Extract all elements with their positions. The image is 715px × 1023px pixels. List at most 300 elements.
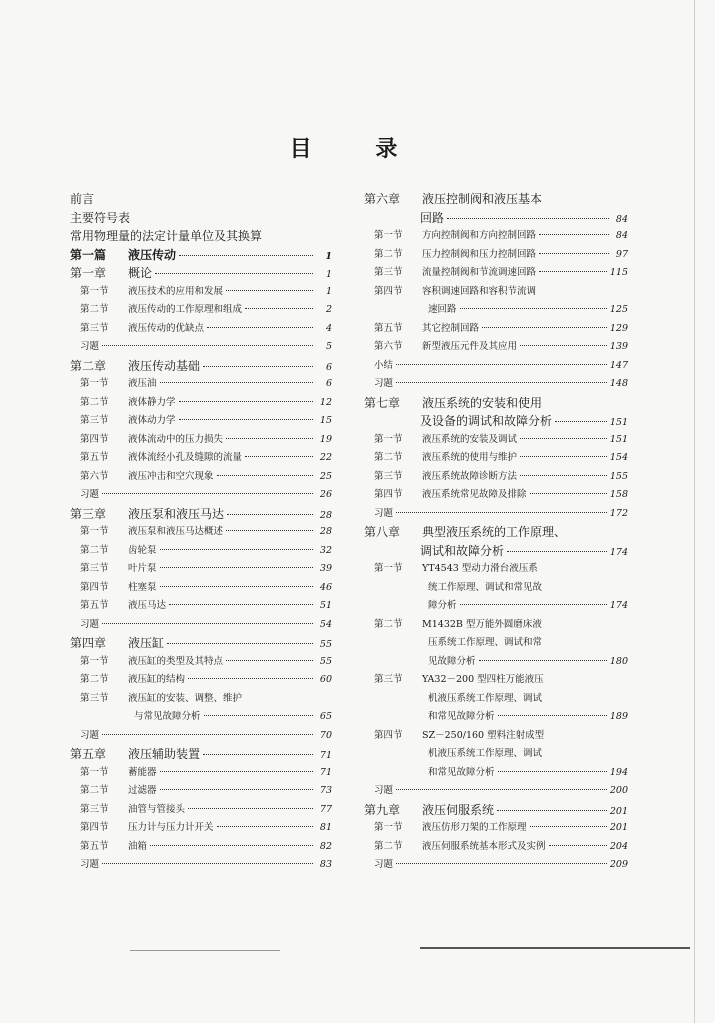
toc-entry-title: 习题 xyxy=(374,785,394,796)
toc-entry xyxy=(70,357,332,376)
toc-leader-dots xyxy=(539,253,609,254)
toc-entry-title: 叶片泵 xyxy=(128,563,157,574)
toc-entry-title: 液体静力学 xyxy=(128,396,176,408)
toc-leader-dots xyxy=(498,715,607,716)
toc-entry-title: 容积调速回路和容积节流调 xyxy=(422,285,537,297)
toc-entry-label: 第八章 xyxy=(364,525,401,539)
toc-left-column xyxy=(70,190,332,875)
toc-entry xyxy=(364,190,628,209)
toc-entry-page: 15 xyxy=(319,415,332,426)
toc-entry-label: 第六章 xyxy=(364,192,401,206)
toc-entry-page: 200 xyxy=(609,785,628,796)
toc-leader-dots xyxy=(396,382,607,383)
toc-entry-title: 习题 xyxy=(80,729,100,741)
toc-entry-page: 115 xyxy=(609,267,628,278)
toc-entry-label: 第三节 xyxy=(80,563,109,574)
toc-entry-title: 液压系统常见故障及排除 xyxy=(422,489,527,500)
toc-entry-title: 液压油 xyxy=(128,378,157,389)
toc-leader-dots xyxy=(155,273,313,274)
toc-entry-page: 172 xyxy=(609,507,628,519)
toc-entry-page: 55 xyxy=(319,655,332,667)
toc-leader-dots xyxy=(203,366,313,367)
toc-entry-label: 第二节 xyxy=(374,452,403,463)
toc-entry-page: 25 xyxy=(319,470,332,482)
toc-leader-dots xyxy=(188,808,313,809)
toc-entry-title: 液压仿形刀架的工作原理 xyxy=(422,822,527,833)
toc-entry xyxy=(70,505,332,524)
toc-entry-page: 32 xyxy=(319,544,332,556)
toc-entry-title: 蓄能器 xyxy=(128,766,157,778)
toc-leader-dots xyxy=(217,826,313,827)
toc-entry xyxy=(364,616,628,635)
toc-entry-page: 194 xyxy=(609,766,628,778)
toc-entry xyxy=(364,634,628,653)
toc-entry xyxy=(70,338,332,357)
toc-entry-page: 158 xyxy=(609,489,628,500)
toc-entry-title: 过滤器 xyxy=(128,785,157,796)
toc-entry xyxy=(364,708,628,727)
toc-entry-label: 第二节 xyxy=(374,618,403,630)
toc-entry-label: 第二节 xyxy=(80,544,109,556)
toc-entry-label: 第一节 xyxy=(374,822,403,833)
toc-entry-title: 液压传动的优缺点 xyxy=(128,322,205,334)
toc-entry-title: 液压缸的安装、调整、维护 xyxy=(128,692,243,704)
toc-entry-label: 第二节 xyxy=(80,304,109,315)
toc-entry-label: 第七章 xyxy=(364,395,401,410)
toc-entry-label: 第三节 xyxy=(80,692,109,704)
toc-entry-page: 19 xyxy=(319,433,332,445)
toc-entry-title: 前言 xyxy=(70,192,95,206)
toc-entry-page: 12 xyxy=(319,396,332,408)
toc-entry-page: 55 xyxy=(319,639,332,650)
toc-entry-page: 201 xyxy=(609,805,628,817)
toc-entry-label: 第一节 xyxy=(374,563,403,574)
toc-entry-page: 154 xyxy=(609,452,628,463)
toc-entry-title: 液体流经小孔及缝隙的流量 xyxy=(128,452,243,463)
toc-entry xyxy=(364,338,628,357)
toc-entry xyxy=(70,745,332,764)
toc-leader-dots xyxy=(520,345,607,346)
toc-entry-page: 151 xyxy=(609,417,628,428)
toc-leader-dots xyxy=(179,401,313,402)
toc-entry-page: 174 xyxy=(609,546,628,558)
toc-entry-page: 4 xyxy=(325,322,332,334)
toc-entry-title: 液压辅助装置 xyxy=(128,747,201,761)
toc-entry-page: 54 xyxy=(319,618,332,630)
toc-entry-title: YA32－200 型四柱万能液压 xyxy=(422,674,544,685)
toc-entry-page: 1 xyxy=(325,269,332,280)
toc-entry xyxy=(70,597,332,616)
toc-entry-title: 及设备的调试和故障分析 xyxy=(420,414,553,428)
toc-entry xyxy=(364,560,628,579)
toc-entry xyxy=(364,375,628,394)
toc-entry-label: 第一节 xyxy=(80,655,109,667)
toc-entry xyxy=(364,357,628,376)
toc-entry xyxy=(364,486,628,505)
toc-entry-label: 第四节 xyxy=(374,489,403,500)
toc-leader-dots xyxy=(226,530,313,531)
toc-leader-dots xyxy=(520,438,607,439)
toc-entry-page: 125 xyxy=(609,304,628,315)
toc-entry-label: 第四节 xyxy=(374,285,403,297)
toc-leader-dots xyxy=(539,234,609,235)
toc-entry-page: 155 xyxy=(609,470,628,482)
toc-entry-page: 73 xyxy=(319,785,332,796)
toc-entry xyxy=(70,209,332,228)
toc-entry-page: 39 xyxy=(319,563,332,574)
toc-entry-label: 第一章 xyxy=(70,266,107,280)
toc-entry xyxy=(364,449,628,468)
toc-entry xyxy=(70,690,332,709)
toc-entry-page: 148 xyxy=(609,378,628,389)
toc-entry-page: 84 xyxy=(615,213,628,225)
toc-entry-title: 液体动力学 xyxy=(128,415,176,426)
toc-leader-dots xyxy=(160,567,313,568)
toc-entry xyxy=(364,394,628,413)
toc-entry xyxy=(364,653,628,672)
toc-entry-title: 概论 xyxy=(128,266,153,280)
toc-entry xyxy=(364,838,628,857)
toc-entry-title: 和常见故障分析 xyxy=(428,711,495,722)
toc-entry-label: 第一节 xyxy=(80,526,109,537)
toc-entry-label: 第九章 xyxy=(364,802,401,817)
toc-entry xyxy=(70,523,332,542)
toc-entry xyxy=(70,320,332,339)
toc-entry xyxy=(70,782,332,801)
toc-entry-title: 习题 xyxy=(374,507,394,519)
toc-entry xyxy=(364,671,628,690)
toc-leader-dots xyxy=(167,643,313,644)
toc-entry-label: 第三节 xyxy=(374,674,403,685)
toc-entry-title: 机液压系统工作原理、调试 xyxy=(428,692,543,704)
toc-entry xyxy=(70,634,332,653)
toc-entry-page: 26 xyxy=(319,489,332,500)
toc-entry-title: 习题 xyxy=(374,859,394,870)
toc-entry-page: 71 xyxy=(319,750,332,761)
toc-leader-dots xyxy=(169,604,313,605)
toc-entry xyxy=(70,412,332,431)
toc-entry-title: 液压缸 xyxy=(128,636,165,650)
toc-entry-label: 第五节 xyxy=(80,452,109,463)
toc-entry-page: 139 xyxy=(609,341,628,352)
toc-entry-label: 第六节 xyxy=(374,341,403,352)
toc-entry-label: 第五章 xyxy=(70,747,107,761)
toc-leader-dots xyxy=(482,327,607,328)
toc-leader-dots xyxy=(539,271,607,272)
toc-entry-label: 第五节 xyxy=(80,840,109,852)
toc-entry-label: 第四节 xyxy=(80,433,109,445)
toc-entry xyxy=(364,209,628,228)
toc-entry-label: 第二节 xyxy=(80,396,109,408)
toc-leader-dots xyxy=(102,623,313,624)
toc-entry-page: 201 xyxy=(609,822,628,833)
toc-entry xyxy=(70,708,332,727)
toc-leader-dots xyxy=(555,421,607,422)
toc-entry-label: 第一节 xyxy=(80,378,109,389)
toc-leader-dots xyxy=(460,604,607,605)
toc-entry xyxy=(70,468,332,487)
toc-entry-title: 障分析 xyxy=(428,600,457,611)
toc-entry xyxy=(364,301,628,320)
toc-leader-dots xyxy=(245,308,313,309)
toc-entry-title: 液压缸的结构 xyxy=(128,674,186,685)
toc-entry-title: 其它控制回路 xyxy=(422,322,480,334)
toc-entry xyxy=(364,542,628,561)
toc-entry xyxy=(364,283,628,302)
toc-entry-title: 液压泵和液压马达概述 xyxy=(128,526,224,537)
toc-entry-title: 小结 xyxy=(374,359,394,371)
toc-entry-label: 第一节 xyxy=(374,433,403,445)
toc-entry-page: 6 xyxy=(325,378,332,389)
toc-entry-title: 流量控制阀和节流调速回路 xyxy=(422,267,537,278)
toc-entry-title: YT4543 型动力滑台液压系 xyxy=(422,563,538,574)
toc-entry-title: 速回路 xyxy=(428,304,457,315)
toc-entry-page: 189 xyxy=(609,711,628,722)
toc-leader-dots xyxy=(160,549,313,550)
toc-entry-title: 常用物理量的法定计量单位及其换算 xyxy=(70,229,263,243)
toc-entry-page: 28 xyxy=(319,526,332,537)
toc-entry-label: 第四节 xyxy=(80,581,109,593)
toc-entry-label: 第一节 xyxy=(374,230,403,241)
toc-entry-page: 174 xyxy=(609,600,628,611)
toc-entry-title: 习题 xyxy=(80,859,100,870)
toc-entry xyxy=(70,486,332,505)
toc-entry-page: 71 xyxy=(319,766,332,778)
toc-entry-title: 齿轮泵 xyxy=(128,544,157,556)
toc-entry xyxy=(364,227,628,246)
toc-entry-label: 第五节 xyxy=(374,322,403,334)
toc-entry xyxy=(70,301,332,320)
toc-leader-dots xyxy=(227,514,313,515)
toc-entry-label: 第三节 xyxy=(80,415,109,426)
toc-entry xyxy=(364,690,628,709)
toc-entry-label: 第二节 xyxy=(374,248,403,260)
toc-leader-dots xyxy=(460,308,607,309)
toc-leader-dots xyxy=(179,419,313,420)
toc-entry-title: 调试和故障分析 xyxy=(420,543,505,558)
toc-entry-title: 主要符号表 xyxy=(70,210,131,225)
toc-leader-dots xyxy=(507,551,607,552)
toc-entry xyxy=(70,394,332,413)
toc-leader-dots xyxy=(497,810,607,811)
toc-entry xyxy=(70,838,332,857)
toc-entry-title: 液压系统故障诊断方法 xyxy=(422,470,518,482)
toc-entry-label: 第四节 xyxy=(374,729,403,741)
toc-entry-title: 液压伺服系统基本形式及实例 xyxy=(422,840,546,852)
toc-entry-label: 第二节 xyxy=(80,674,109,685)
toc-entry-title: 回路 xyxy=(420,210,445,225)
toc-entry-title: 习题 xyxy=(374,378,394,389)
toc-entry xyxy=(364,782,628,801)
toc-entry xyxy=(364,431,628,450)
toc-entry-title: 见故障分析 xyxy=(428,655,476,667)
toc-entry xyxy=(364,764,628,783)
toc-leader-dots xyxy=(102,863,313,864)
toc-leader-dots xyxy=(160,586,313,587)
toc-entry xyxy=(70,819,332,838)
toc-entry xyxy=(364,745,628,764)
toc-entry xyxy=(70,616,332,635)
toc-entry xyxy=(70,579,332,598)
toc-entry xyxy=(364,801,628,820)
toc-leader-dots xyxy=(549,845,607,846)
toc-entry xyxy=(70,283,332,302)
toc-entry xyxy=(364,856,628,875)
toc-entry-label: 第一节 xyxy=(80,285,109,297)
toc-entry xyxy=(70,560,332,579)
toc-entry-page: 6 xyxy=(325,361,332,373)
bottom-rule-faint xyxy=(130,950,280,951)
toc-entry-title: 液压传动基础 xyxy=(128,358,201,373)
toc-entry-page: 147 xyxy=(609,359,628,371)
toc-entry-page: 65 xyxy=(319,711,332,722)
toc-leader-dots xyxy=(203,754,313,755)
toc-entry-title: 液压传动 xyxy=(128,247,177,262)
toc-entry-title: 液压传动的工作原理和组成 xyxy=(128,304,243,315)
toc-leader-dots xyxy=(396,863,607,864)
toc-entry-page: 204 xyxy=(609,840,628,852)
toc-entry-title: 液压系统的安装和使用 xyxy=(422,395,543,410)
toc-entry-title: 压力控制阀和压力控制回路 xyxy=(422,248,537,260)
toc-entry xyxy=(70,375,332,394)
toc-entry xyxy=(70,431,332,450)
toc-entry xyxy=(70,264,332,283)
toc-entry xyxy=(364,597,628,616)
toc-leader-dots xyxy=(102,734,313,735)
toc-leader-dots xyxy=(179,255,313,256)
toc-entry xyxy=(70,227,332,246)
toc-entry-label: 第二节 xyxy=(374,840,403,852)
toc-entry xyxy=(70,449,332,468)
toc-entry-title: 新型液压元件及其应用 xyxy=(422,341,518,352)
toc-leader-dots xyxy=(207,327,313,328)
toc-leader-dots xyxy=(217,475,313,476)
toc-entry-title: 压力计与压力计开关 xyxy=(128,822,214,833)
toc-entry-page: 28 xyxy=(319,509,332,521)
toc-leader-dots xyxy=(396,512,607,513)
toc-entry-page: 209 xyxy=(609,859,628,870)
toc-entry-page: 129 xyxy=(609,322,628,334)
toc-entry-title: 压系统工作原理、调试和常 xyxy=(428,637,543,648)
toc-entry-title: 液压泵和液压马达 xyxy=(128,506,225,521)
toc-entry-page: 70 xyxy=(319,729,332,741)
toc-entry-label: 第一节 xyxy=(80,766,109,778)
toc-entry-title: 统工作原理、调试和常见故 xyxy=(428,581,543,593)
toc-entry-title: 习题 xyxy=(80,341,100,352)
toc-entry-label: 第三节 xyxy=(80,322,109,334)
toc-entry-title: 油箱 xyxy=(128,840,148,852)
toc-entry-page: 82 xyxy=(319,840,332,852)
toc-entry-label: 第三节 xyxy=(80,803,109,815)
page-title: 目 录 xyxy=(289,137,426,162)
toc-entry xyxy=(70,671,332,690)
toc-entry-page: 1 xyxy=(325,285,332,297)
toc-leader-dots xyxy=(226,660,313,661)
toc-entry-label: 第二章 xyxy=(70,358,107,373)
toc-leader-dots xyxy=(102,345,313,346)
toc-entry-label: 第三节 xyxy=(374,267,403,278)
toc-leader-dots xyxy=(530,493,607,494)
toc-leader-dots xyxy=(160,789,313,790)
toc-entry-page: 1 xyxy=(325,250,332,262)
toc-entry-title: 机液压系统工作原理、调试 xyxy=(428,748,543,759)
toc-entry-page: 97 xyxy=(615,248,628,260)
toc-entry-label: 第三节 xyxy=(374,470,403,482)
toc-entry-page: 84 xyxy=(615,230,628,241)
toc-entry xyxy=(70,764,332,783)
toc-leader-dots xyxy=(520,456,607,457)
toc-entry-title: 液压系统的使用与维护 xyxy=(422,452,518,463)
toc-entry xyxy=(364,505,628,524)
toc-leader-dots xyxy=(396,364,607,365)
toc-entry-title: 与常见故障分析 xyxy=(134,711,201,722)
toc-entry xyxy=(70,801,332,820)
toc-entry-title: 习题 xyxy=(80,489,100,500)
toc-entry-label: 第四节 xyxy=(80,822,109,833)
toc-entry xyxy=(70,727,332,746)
toc-entry-page: 60 xyxy=(319,674,332,685)
toc-entry-page: 46 xyxy=(319,581,332,593)
toc-entry-title: 和常见故障分析 xyxy=(428,766,495,778)
toc-entry xyxy=(70,246,332,265)
toc-entry-title: 液压控制阀和液压基本 xyxy=(422,192,543,206)
toc-leader-dots xyxy=(102,493,313,494)
bottom-rule xyxy=(420,947,690,949)
toc-entry xyxy=(70,856,332,875)
toc-entry-page: 151 xyxy=(609,433,628,445)
toc-entry-label: 第一篇 xyxy=(70,247,107,262)
toc-entry-title: 液压马达 xyxy=(128,600,167,611)
toc-entry-page: 22 xyxy=(319,452,332,463)
toc-leader-dots xyxy=(204,715,313,716)
toc-entry xyxy=(364,523,628,542)
toc-entry-page: 5 xyxy=(325,341,332,352)
toc-entry xyxy=(70,653,332,672)
toc-entry-label: 第三章 xyxy=(70,506,107,521)
toc-entry-label: 第六节 xyxy=(80,470,109,482)
toc-leader-dots xyxy=(226,438,313,439)
toc-entry-title: 液压系统的安装及调试 xyxy=(422,433,518,445)
toc-entry-title: 典型液压系统的工作原理、 xyxy=(422,525,567,539)
toc-entry-label: 第五节 xyxy=(80,600,109,611)
toc-leader-dots xyxy=(150,845,313,846)
toc-entry-title: 液压冲击和空穴现象 xyxy=(128,470,214,482)
toc-entry-title: 方向控制阀和方向控制回路 xyxy=(422,230,537,241)
toc-entry-title: 液体流动中的压力损失 xyxy=(128,433,224,445)
toc-entry-page: 81 xyxy=(319,822,332,833)
page-edge-line xyxy=(694,0,695,1023)
toc-leader-dots xyxy=(226,290,313,291)
toc-entry-title: SZ－250/160 塑料注射成型 xyxy=(422,729,545,741)
toc-entry-title: 液压伺服系统 xyxy=(422,802,495,817)
toc-entry-page: 51 xyxy=(319,600,332,611)
toc-entry xyxy=(364,320,628,339)
toc-entry-title: 习题 xyxy=(80,618,100,630)
toc-entry xyxy=(364,246,628,265)
toc-entry-page: 83 xyxy=(319,859,332,870)
toc-entry-title: M1432B 型万能外圆磨床液 xyxy=(422,618,542,630)
toc-entry-title: 液压技术的应用和发展 xyxy=(128,285,224,297)
toc-leader-dots xyxy=(479,660,607,661)
toc-leader-dots xyxy=(160,771,313,772)
toc-leader-dots xyxy=(447,218,609,219)
toc-entry xyxy=(70,542,332,561)
toc-leader-dots xyxy=(188,678,313,679)
toc-entry-label: 第四章 xyxy=(70,636,107,650)
toc-entry-page: 77 xyxy=(319,803,332,815)
toc-entry-page: 180 xyxy=(609,655,628,667)
toc-entry xyxy=(364,579,628,598)
